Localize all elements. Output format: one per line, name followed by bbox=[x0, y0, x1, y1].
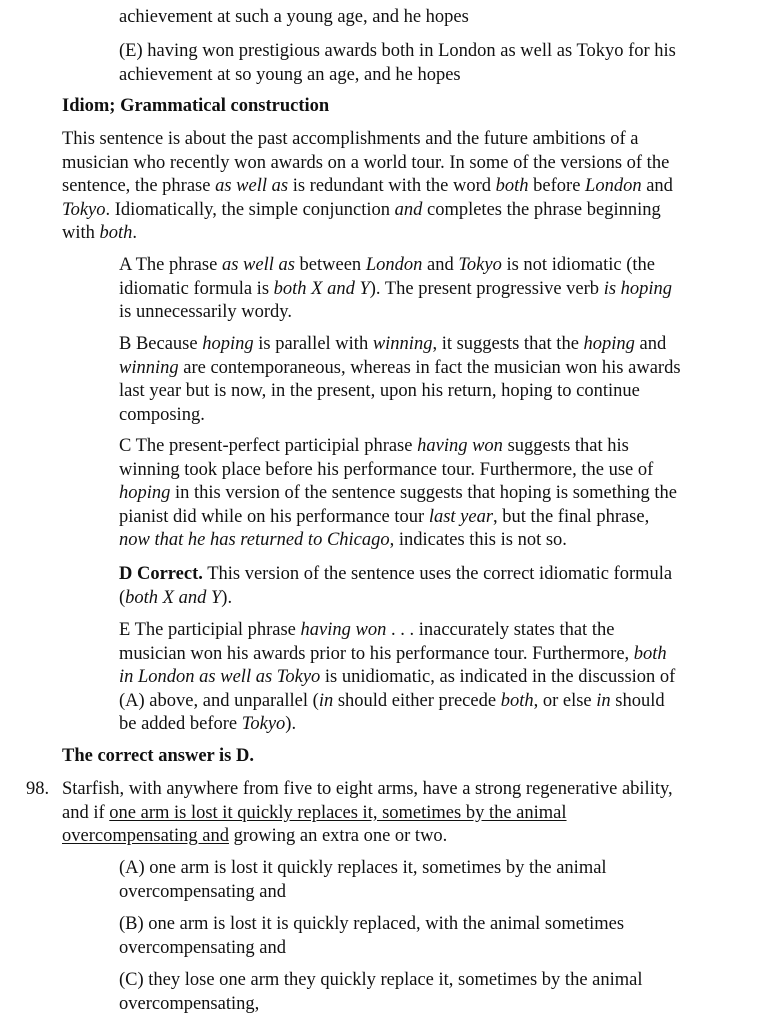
q98-choice-c: (C) they lose one arm they quickly replace it, sometimes by the animal overcompensating, bbox=[119, 970, 643, 1014]
explanation-intro: This sentence is about the past accomplishments and the future ambitions of a musician who recently won awards on a world tour. In some of the versions of the sentence, the phrase as well as is redundant with the word both before London and Tokyo. Idiomatically, the simple conjunction and completes the phrase beginning with both. bbox=[62, 129, 673, 243]
explanation-category-heading: Idiom; Grammatical construction bbox=[62, 96, 330, 116]
q98-choice-b: (B) one arm is lost it is quickly replaced, with the animal sometimes overcompensating and bbox=[119, 914, 625, 958]
q98-choice-a: (A) one arm is lost it quickly replaces it, sometimes by the animal overcompensating and bbox=[119, 858, 607, 902]
explanation-d: D Correct. This version of the sentence uses the correct idiomatic formula (both X and Y). bbox=[119, 564, 673, 608]
explanation-e: E The participial phrase having won . . . inaccurately states that the musician won his awards prior to his performance tour. Furthermore, both in London as well as Tokyo is unidiomatic, as indicated in the discussion of (A) above, and unparallel (in should either precede both, or else in should be added before Tokyo). bbox=[119, 620, 676, 734]
underlined-portion: one arm is lost it quickly replaces it, sometimes by the animal bbox=[109, 802, 567, 823]
choice-e: (E) having won prestigious awards both in London as well as Tokyo for his achievement at so young an age, and he hopes bbox=[119, 41, 676, 85]
explanation-b: B Because hoping is parallel with winning, it suggests that the hoping and winning are contemporaneous, whereas in fact the musician won his awards last year but is now, in the present, upon his return, hoping to continue composing. bbox=[119, 334, 681, 425]
question-98-stem: Starfish, with anywhere from five to eight arms, have a strong regenerative ability, and if one arm is lost it quickly replaces it, sometimes by the animal overcompensating and growing an extra one or two. bbox=[62, 779, 673, 846]
explanation-c: C The present-perfect participial phrase having won suggests that his winning took place before his performance tour. Furthermore, the use of hoping in this version of the sentence suggests that hoping is something the pianist did while on his performance tour last year, but the final phrase, now that he has returned to Chicago, indicates this is not so. bbox=[119, 436, 678, 550]
correct-answer: The correct answer is D. bbox=[62, 746, 254, 766]
choice-d-continuation: achievement at such a young age, and he hopes bbox=[119, 7, 469, 27]
question-number: 98. bbox=[26, 779, 50, 799]
underlined-portion: overcompensating and bbox=[62, 826, 229, 846]
explanation-a: A The phrase as well as between London and Tokyo is not idiomatic (the idiomatic formula is both X and Y). The present progressive verb is hoping is unnecessarily wordy. bbox=[119, 255, 673, 322]
